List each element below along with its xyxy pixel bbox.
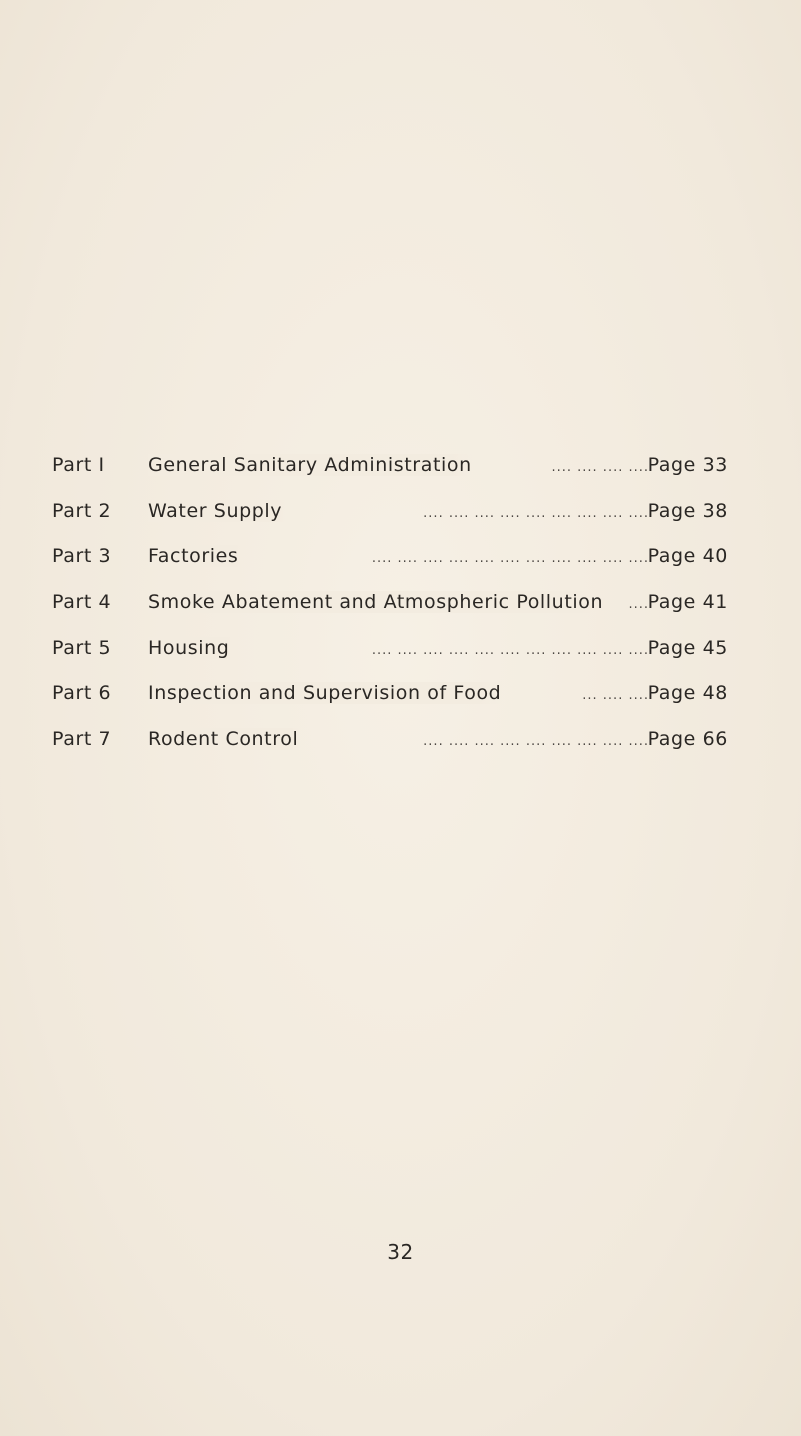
toc-leader-dots: .... .... .... .... .... .... .... .... .... .... ....	[371, 642, 649, 658]
toc-part-label: Part 2	[52, 499, 112, 522]
toc-leader-dots: .... .... .... .... .... .... .... .... .... .... ....	[371, 551, 649, 567]
toc-page-reference: Page 66	[647, 727, 728, 750]
toc-entry-title: Housing	[148, 637, 233, 659]
toc-part-label: Part 3	[52, 545, 112, 568]
toc-leader-dots: ....	[628, 596, 649, 612]
toc-entry-part-7	[52, 716, 752, 762]
toc-entry-title: General Sanitary Administration	[148, 454, 476, 476]
toc-page-reference: Page 40	[647, 545, 728, 568]
toc-leader-dots: .... .... .... .... .... .... .... .... ....	[423, 505, 649, 521]
toc-entry-part-6	[52, 670, 752, 716]
toc-entry-part-1	[52, 442, 752, 488]
toc-entry-title: Smoke Abatement and Atmospheric Pollution	[148, 591, 607, 613]
toc-part-label: Part 6	[52, 682, 112, 705]
toc-part-label: Part 5	[52, 636, 112, 659]
toc-entry-title: Inspection and Supervision of Food	[148, 682, 505, 704]
toc-entry-part-4	[52, 579, 752, 625]
toc-leader-dots: ... .... ....	[582, 688, 649, 704]
toc-part-label: Part 4	[52, 590, 112, 613]
toc-leader-dots: .... .... .... ....	[551, 459, 649, 475]
toc-page-reference: Page 38	[647, 499, 728, 522]
table-of-contents	[52, 442, 752, 762]
toc-part-label: Part I	[52, 453, 105, 476]
toc-leader-dots: .... .... .... .... .... .... .... .... ....	[423, 733, 649, 749]
page-number: 32	[387, 1240, 414, 1264]
toc-entry-title: Factories	[148, 545, 242, 567]
toc-entry-part-5	[52, 625, 752, 671]
toc-entry-title: Rodent Control	[148, 728, 302, 750]
toc-page-reference: Page 33	[647, 453, 728, 476]
toc-part-label: Part 7	[52, 727, 112, 750]
toc-entry-part-3	[52, 533, 752, 579]
toc-entry-title: Water Supply	[148, 500, 286, 522]
toc-page-reference: Page 41	[647, 590, 728, 613]
toc-page-reference: Page 48	[647, 682, 728, 705]
toc-page-reference: Page 45	[647, 636, 728, 659]
toc-entry-part-2	[52, 488, 752, 534]
